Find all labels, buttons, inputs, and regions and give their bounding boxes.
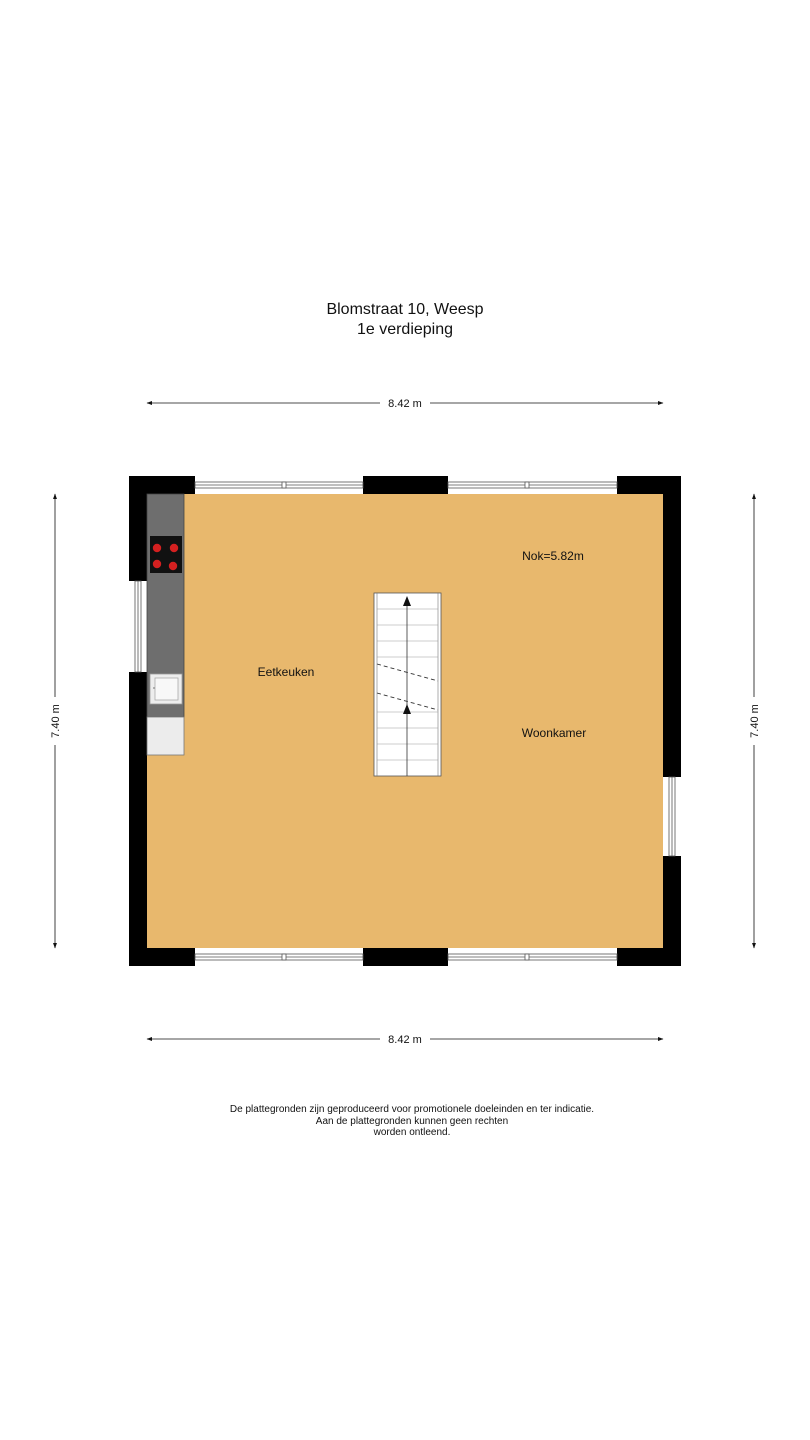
plan-title: Blomstraat 10, Weesp <box>326 301 484 318</box>
dimension-left <box>50 494 62 948</box>
wall-right-lower <box>663 856 681 966</box>
dimension-top-label: 8.42 m <box>388 398 422 410</box>
staircase <box>374 593 441 776</box>
disclaimer-line: Aan de plattegronden kunnen geen rechten <box>315 1115 509 1127</box>
disclaimer-line: worden ontleend. <box>373 1127 451 1138</box>
ridge-height-label: Nok=5.82m <box>522 549 584 563</box>
disclaimer-line: De plattegronden zijn geproduceerd voor promotionele doeleinden en ter indicatie. <box>229 1104 595 1115</box>
counter-end <box>147 717 184 755</box>
wall-right-upper <box>663 476 681 777</box>
wall-bottom-middle <box>363 948 448 966</box>
dimension-bottom-label: 8.42 m <box>388 1034 422 1046</box>
dimension-left-label: 7.40 m <box>50 704 62 738</box>
room-label-kitchen: Eetkeuken <box>257 665 315 679</box>
wall-left-upper <box>129 476 147 581</box>
wall-top-middle <box>363 476 448 494</box>
kitchen-counter <box>147 494 184 755</box>
room-label-living: Woonkamer <box>521 726 587 740</box>
dimension-bottom <box>147 1034 663 1046</box>
dimension-right-label: 7.40 m <box>749 704 761 738</box>
wall-left-lower <box>129 672 147 966</box>
disclaimer <box>0 1104 810 1139</box>
hob-icon <box>150 536 182 573</box>
dimension-top <box>147 398 663 410</box>
sink-icon <box>150 674 182 704</box>
floor-name: 1e verdieping <box>356 321 454 338</box>
dimension-right <box>749 494 761 948</box>
